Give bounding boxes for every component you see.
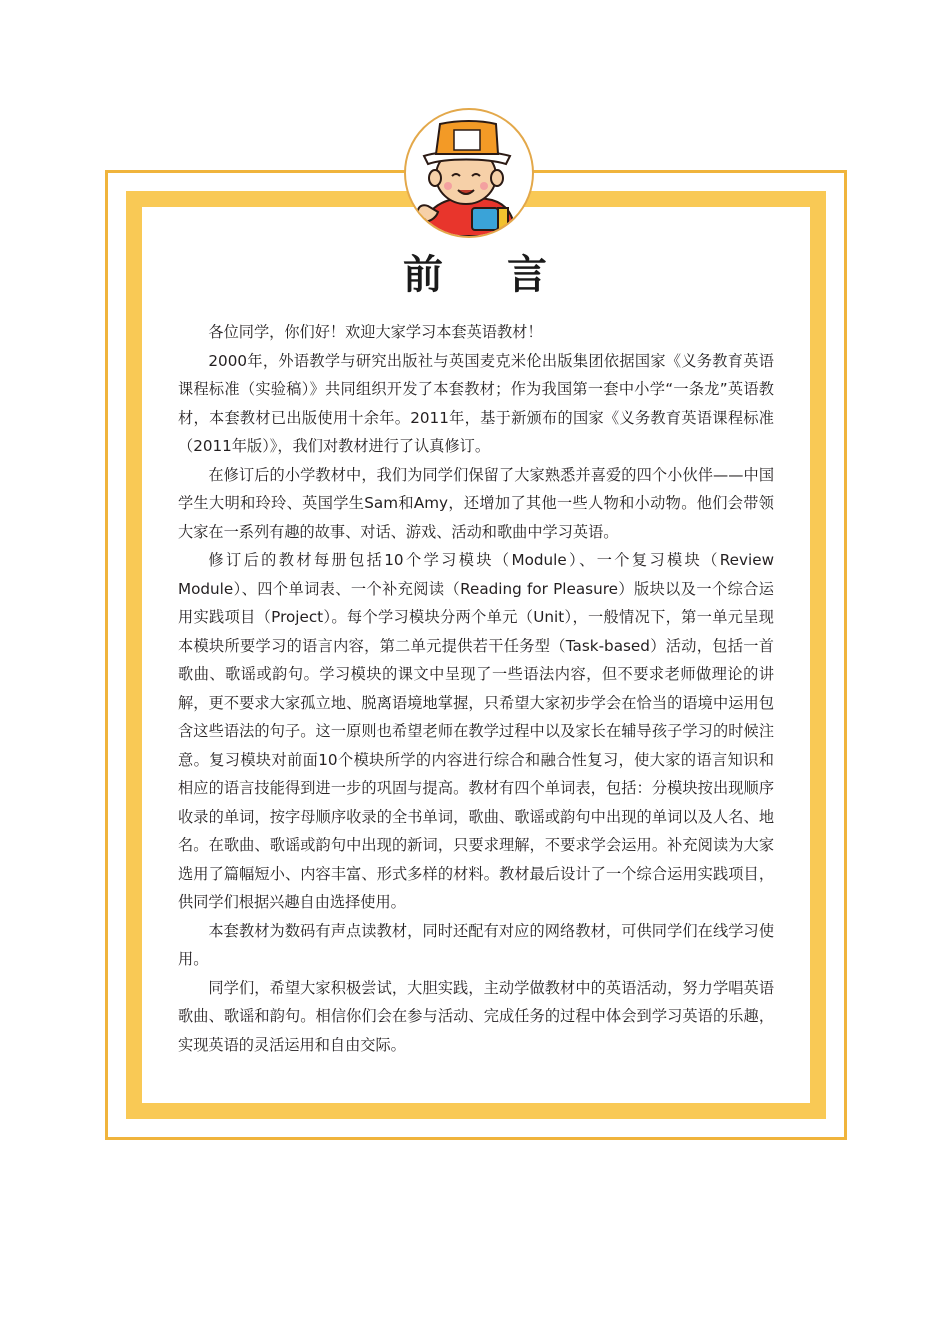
paragraph-history: 2000年，外语教学与研究出版社与英国麦克米伦出版集团依据国家《义务教育英语课程标准（实验稿）》共同组织开发了本套教材；作为我国第一套中小学“一条龙”英语教材，本套教材已出版使用十余年。2011年，基于新颁布的国家《义务教育英语课程标准（2011年版）》，我们对教材进行了认真修订。 [178,351,774,455]
paragraph-structure: 修订后的教材每册包括10个学习模块（Module）、一个复习模块（Review Module）、四个单词表、一个补充阅读（Reading for Pleasure）版块以及一个综合运用实践项目（Project）。每个学习模块分两个单元（Unit），一般情况下，第一单元呈现本模块所要学习的语言内容，第二单元提供若干任务型（Task-based）活动，包括一首歌曲、歌谣或韵句。学习模块的课文中呈现了一些语法内容，但不要求老师做理论的讲解，更不要求大家孤立地、脱离语境地掌握，只希望大家初步学会在恰当的语境中运用包含这些语法的句子。这一原则也希望老师在教学过程中以及家长在辅导孩子学习的时候注意。复习模块对前面10个模块所学的内容进行综合和融合性复习，使大家的语言知识和相应的语言技能得到进一步的巩固与提高。教材有四个单词表，包括：分模块按出现顺序收录的单词，按字母顺序收录的全书单词，歌曲、歌谣或韵句中出现的单词以及人名、地名。在歌曲、歌谣或韵句中出现的新词，只要求理解，不要求学会运用。补充阅读为大家选用了篇幅短小、内容丰富、形式多样的材料。教材最后设计了一个综合运用实践项目，供同学们根据兴趣自由选择使用。 [178,551,774,911]
paragraph-characters: 在修订后的小学教材中，我们为同学们保留了大家熟悉并喜爱的四个小伙伴——中国学生大明和玲玲、英国学生Sam和Amy，还增加了其他一些人物和小动物。他们会带领大家在一系列有趣的故事、对话、游戏、活动和歌曲中学习英语。 [178,465,774,541]
boy-with-hat-icon [404,108,534,238]
page-title: 前言 [403,251,611,298]
paragraph-greeting: 各位同学，你们好！欢迎大家学习本套英语教材！ [208,323,543,341]
paragraph-closing: 同学们，希望大家积极尝试，大胆实践，主动学做教材中的英语活动，努力学唱英语歌曲、歌谣和韵句。相信你们会在参与活动、完成任务的过程中体会到学习英语的乐趣，实现英语的灵活运用和自由交际。 [178,978,774,1054]
preface-body [178,318,774,1059]
paragraph-digital: 本套教材为数码有声点读教材，同时还配有对应的网络教材，可供同学们在线学习使用。 [178,921,774,968]
